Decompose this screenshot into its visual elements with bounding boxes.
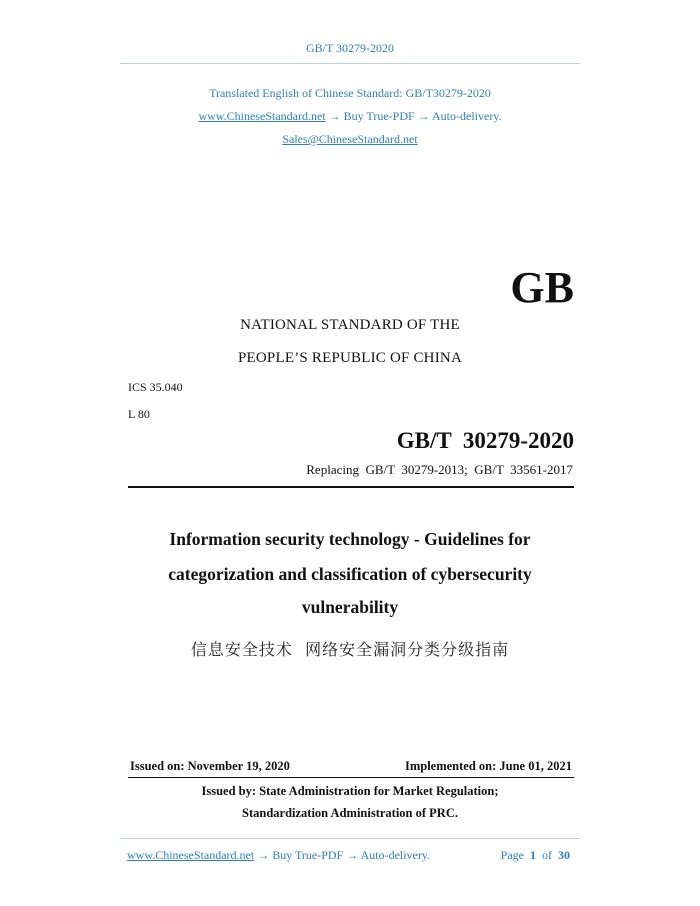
page-total: 30 — [558, 848, 570, 862]
title-chinese: 信息安全技术 网络安全漏洞分类分级指南 — [190, 640, 510, 659]
replacing-standards: Replacing GB/T 30279-2013; GB/T 33561-2017 — [306, 462, 573, 477]
gb-mark: GB — [510, 263, 574, 312]
promo-translation-line: Translated English of Chinese Standard: GB/T30279-2020 — [209, 86, 491, 100]
national-standard-line-1: NATIONAL STANDARD OF THE — [240, 317, 460, 333]
page-current: 1 — [530, 848, 536, 862]
header-divider — [120, 63, 580, 64]
page-label: Page — [500, 848, 524, 862]
issuer-line-1: Issued by: State Administration for Market Regulation; — [201, 784, 499, 798]
title-divider — [128, 486, 574, 488]
title-line-1: Information security technology - Guidelines for — [169, 529, 531, 549]
footer-promo — [127, 848, 430, 863]
issue-divider — [128, 777, 574, 778]
implemented-date: Implemented on: June 01, 2021 — [404, 759, 572, 773]
title-line-3: vulnerability — [301, 597, 399, 617]
issuer-line-2: Standardization Administration of PRC. — [242, 806, 458, 820]
page-indicator — [501, 848, 570, 863]
ccs-code: L 80 — [128, 407, 150, 421]
title-line-2: categorization and classification of cybersecurity — [168, 564, 532, 584]
promo-site-link[interactable]: www.ChineseStandard.net — [198, 109, 326, 123]
page-of: of — [542, 848, 552, 862]
promo-email-line — [0, 132, 700, 147]
promo-buy-text: → Buy True-PDF → Auto-delivery. — [325, 109, 502, 123]
footer-divider — [120, 838, 580, 839]
promo-buy-line — [0, 109, 700, 124]
national-standard-line-2: PEOPLE’S REPUBLIC OF CHINA — [238, 350, 462, 366]
issued-date: Issued on: November 19, 2020 — [130, 759, 290, 773]
footer-buy-text: → Buy True-PDF → Auto-delivery. — [254, 848, 431, 862]
footer-site-link[interactable]: www.ChineseStandard.net — [127, 848, 255, 862]
running-header-code: GB/T 30279-2020 — [305, 41, 395, 55]
promo-email-link[interactable]: Sales@ChineseStandard.net — [282, 132, 418, 146]
ics-code: ICS 35.040 — [128, 380, 183, 394]
standard-number: GB/T 30279-2020 — [396, 428, 574, 453]
